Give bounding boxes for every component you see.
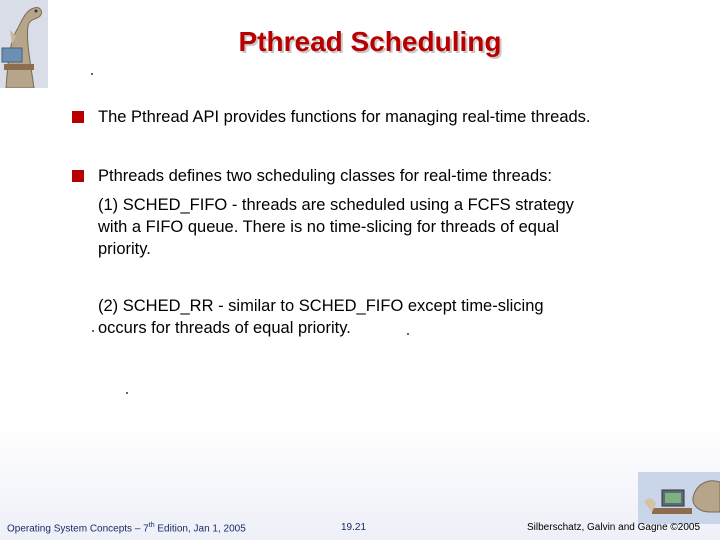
bullet-text: Pthreads defines two scheduling classes for real-time threads: [98,167,552,185]
decorative-dot [91,73,93,75]
bullet-marker-icon [72,111,84,123]
bullet-marker-icon [72,170,84,182]
sub-paragraph-line: (1) SCHED_FIFO - threads are scheduled using a FCFS strategy [98,196,574,214]
decorative-dot [126,392,128,394]
sub-paragraph-line: (2) SCHED_RR - similar to SCHED_FIFO except time-slicing [98,297,544,315]
footer-right: Silberschatz, Galvin and Gagne ©2005 [527,522,701,533]
dinosaur-computer-icon [638,472,720,524]
decorative-dot [407,333,409,335]
decorative-dot [92,330,94,332]
slide-title: Pthread Scheduling [238,26,502,57]
footer-left-suffix: Edition, Jan 1, 2005 [154,523,246,535]
sub-paragraph-line: priority. [98,240,151,258]
sub-paragraph-line: with a FIFO queue. There is no time-slicing for threads of equal [98,218,560,236]
footer-left-prefix: Operating System Concepts – 7 [7,523,149,535]
footer-left [7,522,246,534]
bullet-text: The Pthread API provides functions for managing real-time threads. [98,108,591,126]
sub-paragraph-line: occurs for threads of equal priority. [98,319,351,337]
footer-left-superscript: th [148,522,155,529]
page-number: 19.21 [341,522,367,533]
